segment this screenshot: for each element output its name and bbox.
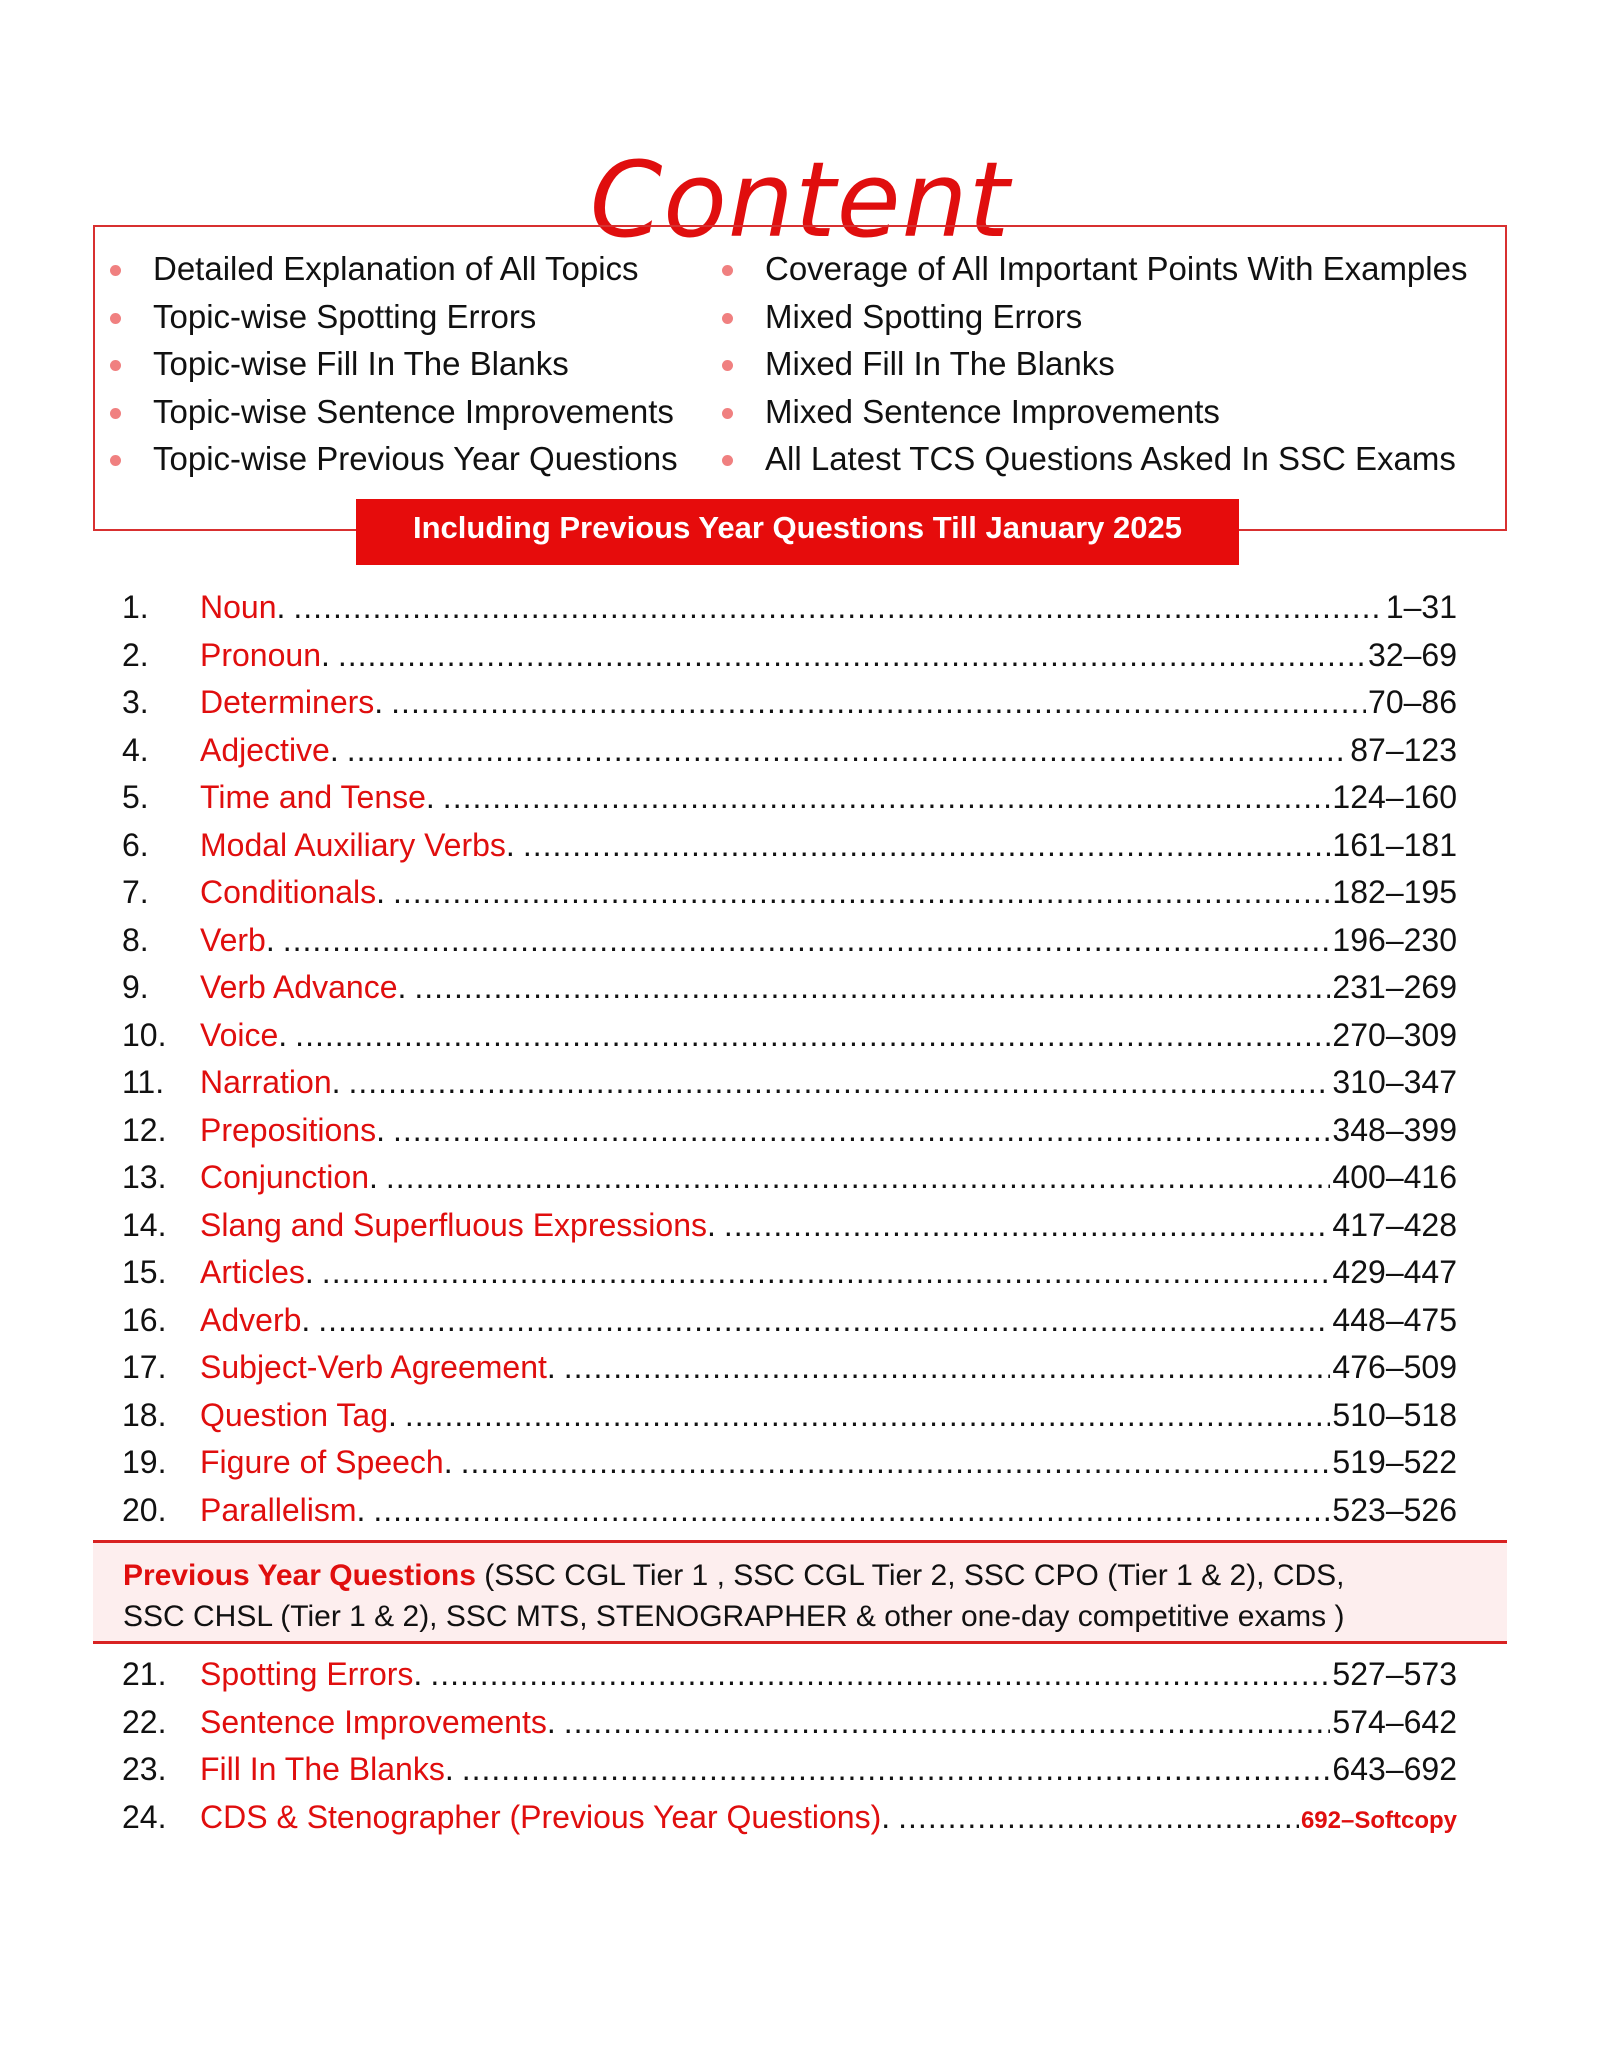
toc-entry[interactable] xyxy=(0,1651,1600,1699)
toc-list xyxy=(0,584,1600,1534)
toc-title[interactable]: Pronoun xyxy=(200,636,321,673)
toc-title[interactable]: Subject-Verb Agreement xyxy=(200,1349,547,1385)
toc-line xyxy=(200,1487,1457,1534)
toc-number: 12. xyxy=(122,1111,167,1148)
dot-leader xyxy=(393,1107,1330,1154)
bullet-icon xyxy=(110,265,121,276)
toc-page-range: 1–31 xyxy=(1385,589,1457,625)
feature-item xyxy=(717,297,1467,345)
bullet-icon xyxy=(110,408,121,419)
toc-title-period: . xyxy=(356,1491,366,1528)
dot-leader xyxy=(414,964,1330,1011)
toc-title[interactable]: Modal Auxiliary Verbs xyxy=(200,826,506,863)
toc-title[interactable]: Verb Advance xyxy=(200,969,398,1005)
toc-number: 11. xyxy=(122,1064,165,1100)
toc-line xyxy=(200,1439,1457,1486)
feature-item xyxy=(105,249,678,297)
toc-entry[interactable] xyxy=(0,632,1600,680)
toc-title[interactable]: Figure of Speech xyxy=(200,1444,444,1480)
toc-entry[interactable] xyxy=(0,1699,1600,1747)
toc-entry[interactable] xyxy=(0,1794,1600,1842)
toc-number: 20. xyxy=(122,1491,167,1528)
feature-item xyxy=(105,392,678,440)
toc-title-period: . xyxy=(413,1656,423,1692)
feature-text: Topic-wise Previous Year Questions xyxy=(153,440,678,477)
toc-entry[interactable] xyxy=(0,822,1600,870)
toc-number: 14. xyxy=(122,1206,167,1243)
toc-number: 24. xyxy=(122,1798,167,1835)
toc-title-period: . xyxy=(278,1016,288,1053)
toc-page-range: 182–195 xyxy=(1332,874,1457,910)
dot-leader xyxy=(318,1297,1330,1344)
toc-title[interactable]: Parallelism xyxy=(200,1491,357,1528)
toc-page-range: 310–347 xyxy=(1332,1064,1457,1100)
page-title: Content xyxy=(589,138,1011,261)
toc-entry[interactable] xyxy=(0,1344,1600,1392)
feature-text: Topic-wise Spotting Errors xyxy=(153,297,537,335)
pyq-note-line2: SSC CHSL (Tier 1 & 2), SSC MTS, STENOGRAPHER & other one-day competitive exams ) xyxy=(123,1600,1345,1633)
toc-title[interactable]: Narration xyxy=(200,1064,332,1100)
toc-line xyxy=(200,1012,1457,1059)
toc-number: 5. xyxy=(122,779,149,815)
toc-number: 4. xyxy=(122,731,149,768)
toc-entry[interactable] xyxy=(0,1487,1600,1535)
dot-leader xyxy=(295,1012,1330,1059)
toc-entry[interactable] xyxy=(0,727,1600,775)
bullet-icon xyxy=(722,313,733,324)
toc-title[interactable]: Question Tag xyxy=(200,1396,388,1433)
toc-title[interactable]: Adjective xyxy=(200,731,330,768)
toc-title-period: . xyxy=(546,1703,556,1740)
toc-number: 16. xyxy=(122,1301,167,1338)
toc-page-range: 527–573 xyxy=(1332,1656,1457,1692)
toc-title[interactable]: Verb xyxy=(200,921,266,958)
toc-line xyxy=(200,1202,1457,1249)
toc-page-range: 692–Softcopy xyxy=(1300,1806,1457,1834)
feature-item xyxy=(717,249,1467,297)
feature-text: Topic-wise Sentence Improvements xyxy=(153,392,674,430)
toc-number: 2. xyxy=(122,636,149,673)
toc-line xyxy=(200,869,1457,916)
toc-number: 19. xyxy=(122,1444,167,1480)
features-left-list xyxy=(105,249,678,487)
toc-entry[interactable] xyxy=(0,917,1600,965)
features-box xyxy=(93,225,1507,531)
bullet-icon xyxy=(722,360,733,371)
toc-page-range: 70–86 xyxy=(1368,684,1457,720)
toc-entry[interactable] xyxy=(0,1439,1600,1487)
bullet-icon xyxy=(722,408,733,419)
toc-title-period: . xyxy=(276,589,286,625)
toc-page-range: 161–181 xyxy=(1332,826,1457,863)
toc-entry[interactable] xyxy=(0,774,1600,822)
toc-page-range: 448–475 xyxy=(1332,1301,1457,1338)
toc-number: 22. xyxy=(122,1703,167,1740)
toc-page-range: 231–269 xyxy=(1332,969,1457,1005)
toc-entry[interactable] xyxy=(0,1154,1600,1202)
toc-entry[interactable] xyxy=(0,1059,1600,1107)
toc-pyq-list xyxy=(0,1651,1600,1841)
toc-page-range: 270–309 xyxy=(1332,1016,1457,1053)
toc-number: 1. xyxy=(122,589,149,625)
dot-leader xyxy=(564,1344,1331,1391)
bullet-icon xyxy=(722,455,733,466)
toc-number: 9. xyxy=(122,969,149,1005)
dot-leader xyxy=(349,1059,1331,1106)
feature-text: All Latest TCS Questions Asked In SSC Exams xyxy=(765,440,1456,477)
feature-text: Mixed Fill In The Blanks xyxy=(765,345,1115,382)
toc-entry[interactable] xyxy=(0,1012,1600,1060)
dot-leader xyxy=(393,869,1330,916)
pyq-note xyxy=(93,1540,1507,1644)
toc-line xyxy=(200,1651,1457,1698)
toc-page-range: 574–642 xyxy=(1332,1703,1457,1740)
toc-title-period: . xyxy=(376,1111,385,1148)
toc-page-range: 32–69 xyxy=(1368,636,1457,673)
toc-number: 21. xyxy=(122,1656,167,1692)
toc-line xyxy=(200,1154,1457,1201)
toc-title-period: . xyxy=(397,969,407,1005)
dot-leader xyxy=(391,679,1366,726)
pyq-note-heading: Previous Year Questions xyxy=(123,1559,476,1592)
bullet-icon xyxy=(110,313,121,324)
feature-item xyxy=(105,344,678,392)
dot-leader xyxy=(347,727,1348,774)
toc-number: 18. xyxy=(122,1396,167,1433)
toc-line xyxy=(200,1249,1457,1296)
feature-item xyxy=(717,344,1467,392)
toc-number: 8. xyxy=(122,921,149,958)
toc-line xyxy=(200,1297,1457,1344)
toc-title-period: . xyxy=(301,1301,311,1338)
toc-page-range: 476–509 xyxy=(1332,1349,1457,1385)
toc-title[interactable]: Time and Tense xyxy=(200,779,426,815)
toc-title[interactable]: Articles xyxy=(200,1254,305,1290)
toc-title-period: . xyxy=(329,731,339,768)
toc-entry[interactable] xyxy=(0,1392,1600,1440)
toc-title-period: . xyxy=(376,874,385,910)
toc-title-period: . xyxy=(881,1798,891,1835)
toc-entry[interactable] xyxy=(0,1107,1600,1155)
toc-line xyxy=(200,1746,1457,1793)
feature-item xyxy=(105,439,678,487)
toc-title-period: . xyxy=(706,1206,716,1243)
toc-page-range: 417–428 xyxy=(1332,1206,1457,1243)
toc-line xyxy=(200,917,1457,964)
toc-number: 13. xyxy=(122,1159,167,1195)
toc-title-period: . xyxy=(443,1444,453,1480)
toc-title-period: . xyxy=(369,1159,378,1195)
toc-title-period: . xyxy=(444,1751,454,1787)
toc-line xyxy=(200,1059,1457,1106)
toc-page-range: 124–160 xyxy=(1332,779,1457,815)
feature-text: Detailed Explanation of All Topics xyxy=(153,250,639,287)
features-right-list xyxy=(717,249,1467,487)
toc-entry[interactable] xyxy=(0,1746,1600,1794)
toc-title-period: . xyxy=(546,1349,556,1385)
toc-entry[interactable] xyxy=(0,964,1600,1012)
dot-leader xyxy=(430,1651,1330,1698)
toc-title[interactable]: Conjunction xyxy=(200,1159,369,1195)
toc-number: 6. xyxy=(122,826,149,863)
toc-title[interactable]: Prepositions xyxy=(200,1111,377,1148)
toc-title[interactable]: Noun xyxy=(200,589,277,625)
toc-line xyxy=(200,1344,1457,1391)
toc-title[interactable]: Spotting Errors xyxy=(200,1656,414,1692)
dot-leader xyxy=(283,917,1331,964)
toc-line xyxy=(200,727,1457,774)
dot-leader xyxy=(461,1439,1331,1486)
toc-page-range: 429–447 xyxy=(1332,1254,1457,1290)
toc-title[interactable]: Determiners xyxy=(200,684,375,720)
toc-title[interactable]: Sentence Improvements xyxy=(200,1703,547,1740)
toc-title-period: . xyxy=(331,1064,341,1100)
dot-leader xyxy=(462,1746,1331,1793)
dot-leader xyxy=(386,1154,1331,1201)
toc-page-range: 87–123 xyxy=(1350,731,1457,768)
dot-leader xyxy=(322,1249,1331,1296)
feature-text: Coverage of All Important Points With Examples xyxy=(765,250,1468,287)
toc-title[interactable]: Slang and Superfluous Expressions xyxy=(200,1206,707,1243)
toc-page-range: 519–522 xyxy=(1332,1444,1457,1480)
pyq-banner: Including Previous Year Questions Till January 2025 xyxy=(356,499,1239,565)
toc-title-period: . xyxy=(505,826,515,863)
toc-entry[interactable] xyxy=(0,1297,1600,1345)
dot-leader xyxy=(443,774,1331,821)
toc-page-range: 348–399 xyxy=(1332,1111,1457,1148)
toc-page-range: 523–526 xyxy=(1332,1491,1457,1528)
toc-entry[interactable] xyxy=(0,1202,1600,1250)
toc-page-range: 510–518 xyxy=(1332,1396,1457,1433)
toc-number: 17. xyxy=(122,1349,167,1385)
toc-title[interactable]: Conditionals xyxy=(200,874,377,910)
toc-title-period: . xyxy=(304,1254,314,1290)
toc-line xyxy=(200,1794,1457,1841)
toc-line xyxy=(200,964,1457,1011)
feature-item xyxy=(717,439,1467,487)
dot-leader xyxy=(564,1699,1331,1746)
toc-title-period: . xyxy=(387,1396,397,1433)
toc-number: 7. xyxy=(122,874,149,910)
dot-leader xyxy=(338,632,1366,679)
feature-text: Topic-wise Fill In The Blanks xyxy=(153,345,569,382)
dot-leader xyxy=(373,1487,1330,1534)
dot-leader xyxy=(293,584,1383,631)
toc-line xyxy=(200,1392,1457,1439)
feature-text: Mixed Sentence Improvements xyxy=(765,392,1220,430)
toc-number: 3. xyxy=(122,684,149,720)
toc-title[interactable]: Fill In The Blanks xyxy=(200,1751,445,1787)
toc-line xyxy=(200,1107,1457,1154)
toc-page-range: 196–230 xyxy=(1332,921,1457,958)
feature-item xyxy=(717,392,1467,440)
toc-line xyxy=(200,822,1457,869)
feature-text: Mixed Spotting Errors xyxy=(765,297,1083,335)
bullet-icon xyxy=(110,455,121,466)
dot-leader xyxy=(724,1202,1331,1249)
toc-title-period: . xyxy=(374,684,384,720)
toc-title-period: . xyxy=(320,636,330,673)
toc-number: 23. xyxy=(122,1751,167,1787)
dot-leader xyxy=(523,822,1331,869)
toc-line xyxy=(200,1699,1457,1746)
toc-page-range: 643–692 xyxy=(1332,1751,1457,1787)
toc-line xyxy=(200,584,1457,631)
toc-title[interactable]: Voice xyxy=(200,1016,279,1053)
feature-item xyxy=(105,297,678,345)
toc-title[interactable]: Adverb xyxy=(200,1301,302,1338)
toc-page-range: 400–416 xyxy=(1332,1159,1457,1195)
toc-entry[interactable] xyxy=(0,584,1600,632)
toc-title-period: . xyxy=(425,779,435,815)
toc-title-period: . xyxy=(265,921,275,958)
dot-leader xyxy=(898,1794,1299,1841)
toc-line xyxy=(200,632,1457,679)
toc-line xyxy=(200,679,1457,726)
pyq-note-line1: (SSC CGL Tier 1 , SSC CGL Tier 2, SSC CPO (Tier 1 & 2), CDS, xyxy=(475,1559,1345,1592)
toc-line xyxy=(200,774,1457,821)
toc-title[interactable]: CDS & Stenographer (Previous Year Questions) xyxy=(200,1798,882,1835)
toc-number: 10. xyxy=(122,1016,167,1053)
bullet-icon xyxy=(722,265,733,276)
toc-entry[interactable] xyxy=(0,679,1600,727)
toc-entry[interactable] xyxy=(0,869,1600,917)
bullet-icon xyxy=(110,360,121,371)
toc-number: 15. xyxy=(122,1254,167,1290)
toc-entry[interactable] xyxy=(0,1249,1600,1297)
dot-leader xyxy=(405,1392,1331,1439)
